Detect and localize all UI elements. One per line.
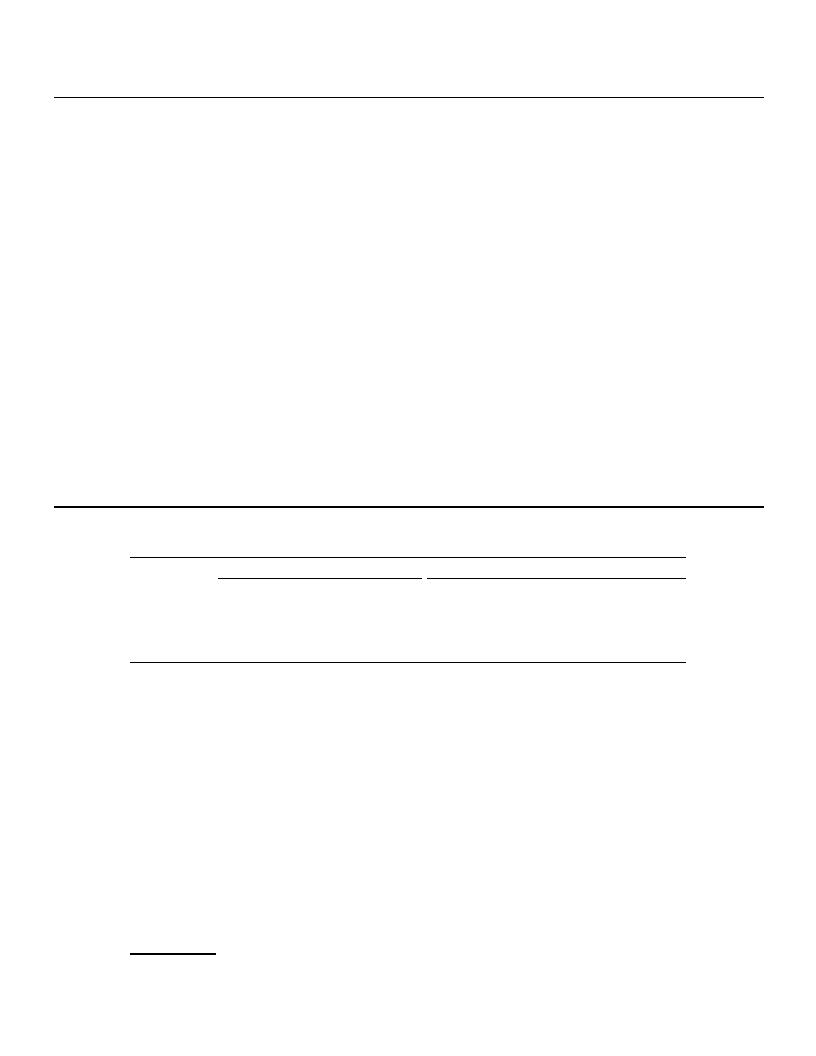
table-top-rule — [54, 97, 764, 98]
table5-top-rule — [130, 557, 686, 558]
table5-bottom-rule — [130, 953, 216, 955]
table5-header-rule — [130, 662, 686, 663]
table5-monthly-underline — [218, 578, 422, 579]
table-bottom-rule — [54, 506, 764, 508]
table5-daily-underline — [427, 578, 686, 579]
